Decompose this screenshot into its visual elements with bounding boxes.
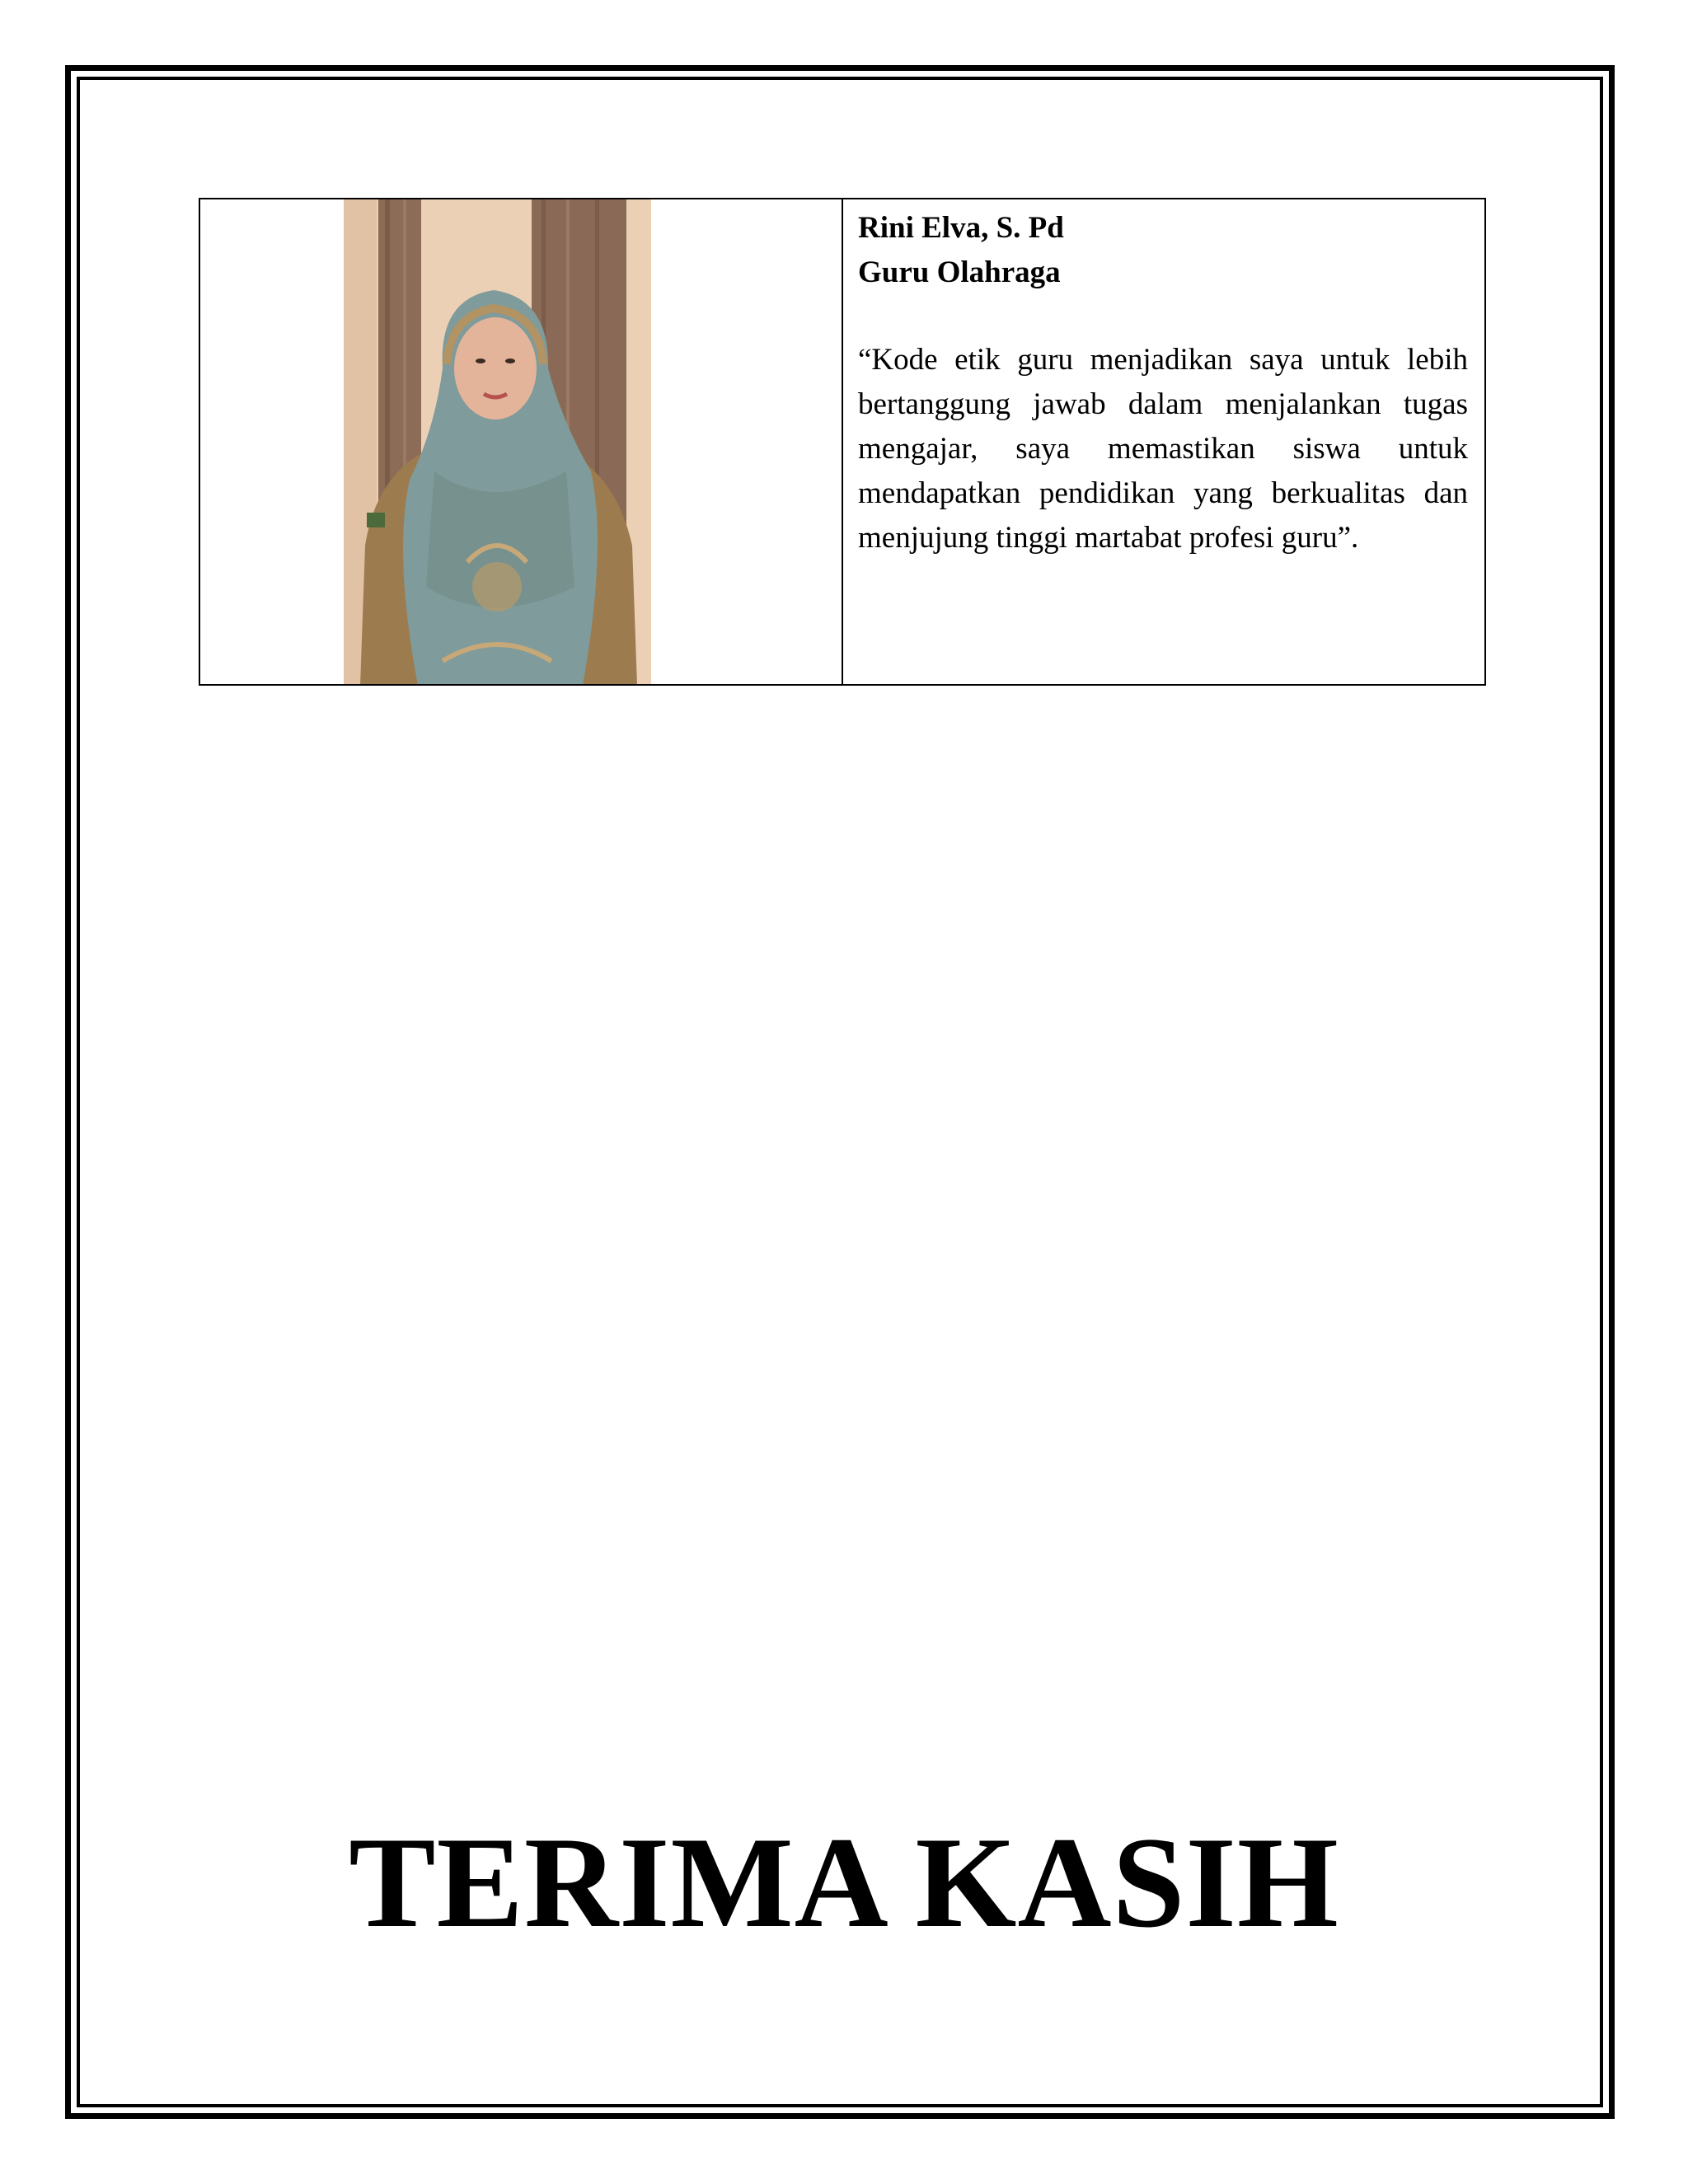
closing-thanks: TERIMA KASIH <box>349 1811 1339 1955</box>
teacher-quote: “Kode etik guru menjadikan saya untuk lebih bertanggung jawab dalam menjalankan tugas mengajar, saya memastikan siswa untuk mendapatkan pendidikan yang berkualitas dan menjujung tinggi martabat profesi guru”. <box>858 343 1468 555</box>
teacher-role: Guru Olahraga <box>858 255 1061 289</box>
profile-table <box>199 198 1486 686</box>
photo-cell <box>200 199 843 684</box>
teacher-name: Rini Elva, S. Pd <box>858 211 1064 245</box>
teacher-photo <box>344 199 651 684</box>
profile-text-cell <box>843 199 1484 684</box>
